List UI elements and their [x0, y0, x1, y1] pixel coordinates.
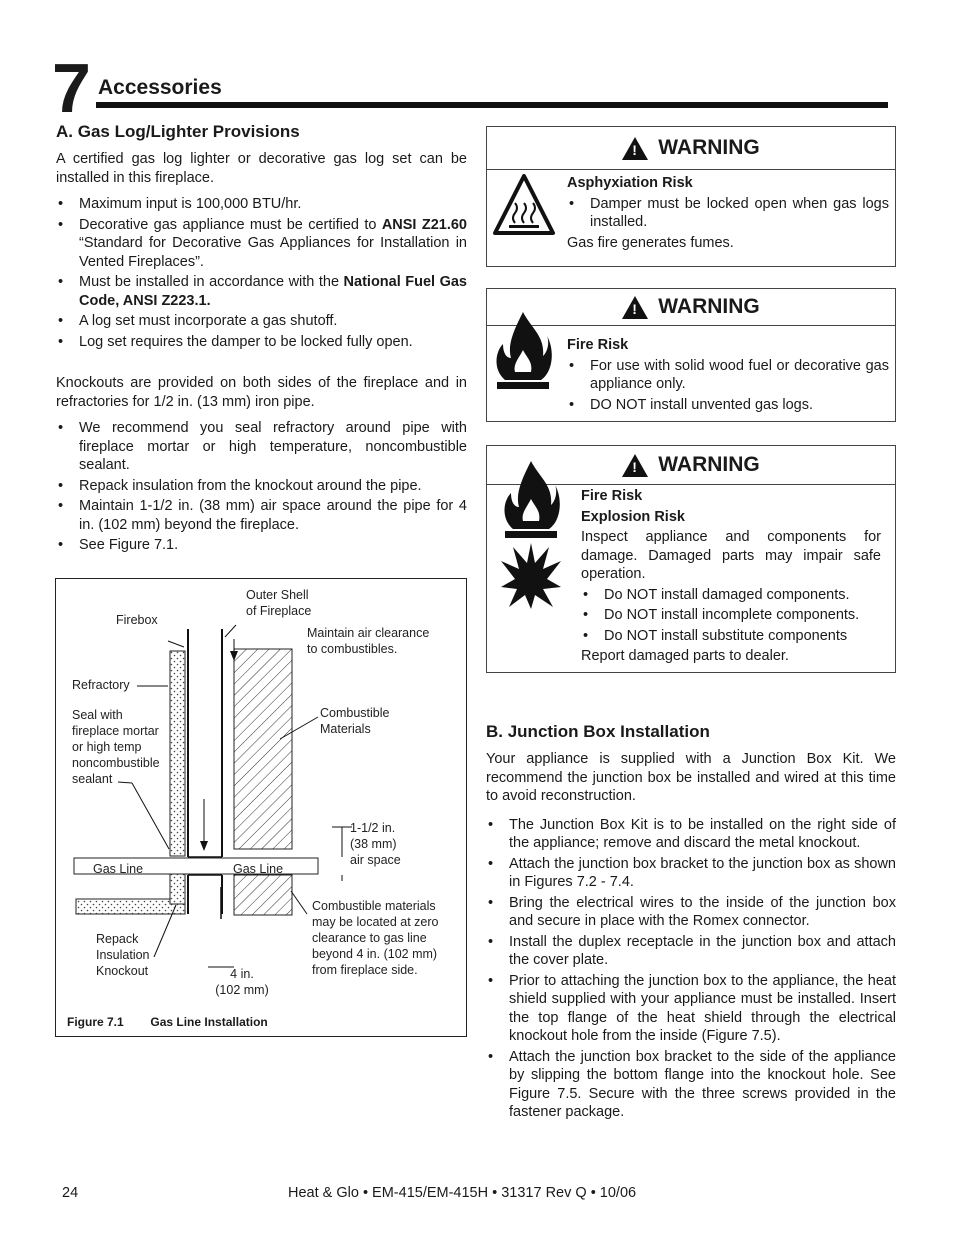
air-space-label — [350, 820, 401, 868]
label-line: Combustible materials — [312, 899, 436, 913]
list-item: • Maximum input is 100,000 BTU/hr. — [56, 195, 467, 214]
label-line: (38 mm) — [350, 837, 397, 851]
list-item: • Repack insulation from the knockout around the pipe. — [56, 477, 467, 496]
document-footer: Heat & Glo • EM-415/EM-415H • 31317 Rev Q • 10/06 — [288, 1185, 637, 1201]
risk-label: Explosion Risk — [581, 508, 685, 525]
combustible-zero-clearance-label — [312, 898, 438, 978]
label-line: beyond 4 in. (102 mm) — [312, 947, 438, 961]
figure-title: Gas Line Installation — [150, 1015, 268, 1029]
list-item: • Do NOT install substitute components — [581, 627, 881, 646]
label-line: sealant — [72, 772, 113, 786]
chapter-number: 7 — [52, 49, 89, 127]
list-item: • Decorative gas appliance must be certified to ANSI Z21.60 “Standard for Decorative Gas Appliances for Installation in Vented Fireplaces”. — [56, 216, 467, 272]
label-line: or high temp — [72, 740, 142, 754]
list-item: • Attach the junction box bracket to the side of the appliance by slipping the bottom flange into the knockout hole. See Figure 7.5. Secure with the three screws provided in the fastener package. — [486, 1048, 896, 1122]
knockouts-text: Knockouts are provided on both sides of the fireplace and in refractories for 1/2 in. (13 mm) iron pipe. — [56, 375, 467, 410]
warning-text — [567, 174, 889, 252]
warning-header — [487, 127, 895, 170]
label-line: from fireplace side. — [312, 963, 418, 977]
label-line: Insulation — [96, 948, 150, 962]
label-line: noncombustible — [72, 756, 160, 770]
seal-label — [72, 707, 160, 787]
gas-line-left-label: Gas Line — [93, 862, 144, 876]
warning-bullets — [567, 195, 889, 232]
warning-text — [581, 487, 881, 666]
combustible-label — [320, 705, 389, 737]
warning-title: WARNING — [658, 136, 760, 159]
refractory-label: Refractory — [72, 678, 130, 692]
list-item: • The Junction Box Kit is to be installed on the right side of the appliance; remove and discard the metal knockout. — [486, 816, 896, 853]
label-line: 4 in. — [230, 967, 254, 981]
figure-caption — [67, 1015, 268, 1029]
section-a-heading: A. Gas Log/Lighter Provisions — [56, 122, 300, 141]
list-item: • Log set requires the damper to be locked fully open. — [56, 333, 467, 352]
list-item: • DO NOT install unvented gas logs. — [567, 396, 889, 415]
label-line: Repack — [96, 932, 139, 946]
list-item: • Install the duplex receptacle in the junction box and attach the cover plate. — [486, 933, 896, 970]
list-item: • We recommend you seal refractory around pipe with fireplace mortar or high temperature, noncombustible sealant. — [56, 419, 467, 475]
chapter-rule — [96, 102, 888, 108]
list-item: • Maintain 1-1/2 in. (38 mm) air space around the pipe for 4 in. (102 mm) beyond the fireplace. — [56, 497, 467, 534]
section-a-bullets — [56, 195, 467, 351]
warning-note: Gas fire generates fumes. — [567, 234, 734, 251]
warning-triangle-icon: ! — [622, 137, 648, 160]
risk-label: Asphyxiation Risk — [567, 175, 693, 191]
section-b-heading: B. Junction Box Installation — [486, 722, 710, 741]
label-line: Outer Shell — [246, 588, 309, 602]
list-item: • Damper must be locked open when gas logs installed. — [567, 195, 889, 232]
label-line: air space — [350, 853, 401, 867]
label-line: to combustibles. — [307, 642, 398, 656]
list-item: • See Figure 7.1. — [56, 536, 467, 555]
four-inch-label — [214, 966, 270, 998]
section-a — [56, 122, 467, 557]
label-line: of Fireplace — [246, 604, 312, 618]
fire-icon — [493, 310, 553, 392]
section-b-bullets — [486, 816, 896, 1122]
label-line: Materials — [320, 722, 371, 736]
section-b — [486, 722, 896, 1124]
section-a-intro: A certified gas log lighter or decorative gas log set can be installed in this fireplace. — [56, 151, 467, 186]
label-line: fireplace mortar — [72, 724, 159, 738]
list-item: • Must be installed in accordance with the National Fuel Gas Code, ANSI Z223.1. — [56, 273, 467, 310]
explosion-icon — [499, 541, 563, 611]
chapter-title: Accessories — [98, 76, 222, 99]
warning-box-fire-explosion — [486, 445, 896, 673]
firebox-label: Firebox — [116, 613, 158, 627]
warning-note: Report damaged parts to dealer. — [581, 648, 789, 664]
label-line: Seal with — [72, 708, 123, 722]
figure-gas-line-installation — [55, 578, 467, 1037]
outer-shell-label — [246, 587, 311, 619]
warning-title: WARNING — [658, 453, 760, 476]
label-line: (102 mm) — [215, 983, 269, 997]
list-item: • For use with solid wood fuel or decorative gas appliance only. — [567, 357, 889, 394]
gas-line-right-label: Gas Line — [233, 862, 284, 876]
page-number: 24 — [62, 1185, 79, 1201]
label-line: 1-1/2 in. — [350, 821, 396, 835]
label-line: Maintain air clearance — [307, 626, 430, 640]
warning-box-fire — [486, 288, 896, 422]
label-line: clearance to gas line — [312, 931, 427, 945]
repack-label — [96, 931, 150, 979]
warning-triangle-icon: ! — [622, 296, 648, 319]
list-item: • Attach the junction box bracket to the junction box as shown in Figures 7.2 - 7.4. — [486, 855, 896, 892]
figure-number: Figure 7.1 — [67, 1015, 124, 1029]
warning-text — [567, 336, 889, 416]
label-line: Combustible — [320, 706, 390, 720]
warning-intro-text: Inspect appliance and components for damage. Damaged parts may impair safe operation. — [581, 529, 881, 582]
list-item: • Bring the electrical wires to the inside of the junction box and secure in place with the Romex connector. — [486, 894, 896, 931]
warning-triangle-icon: ! — [622, 454, 648, 477]
label-line: may be located at zero — [312, 915, 439, 929]
warning-intro — [581, 528, 881, 584]
warning-title: WARNING — [658, 295, 760, 318]
section-b-intro: Your appliance is supplied with a Junction Box Kit. We recommend the junction box be installed and wired at this time to avoid reconstruction. — [486, 751, 896, 804]
risk-label: Fire Risk — [567, 337, 629, 353]
warning-box-asphyxiation — [486, 126, 896, 267]
section-a-bullets-2 — [56, 419, 467, 555]
list-item: • Prior to attaching the junction box to the appliance, the heat shield supplied with your appliance must be installed. Insert the top flange of the heat shield through the electrical knockout hole from the inside (Figure 7.5). — [486, 972, 896, 1046]
warning-bullets — [567, 357, 889, 415]
list-item: • A log set must incorporate a gas shutoff. — [56, 312, 467, 331]
hot-surface-icon — [493, 173, 555, 239]
fire-icon — [501, 459, 565, 539]
warning-bullets — [581, 586, 881, 646]
label-line: Knockout — [96, 964, 149, 978]
maintain-label — [307, 625, 429, 657]
list-item: • Do NOT install damaged components. — [581, 586, 881, 605]
risk-label: Fire Risk — [581, 488, 643, 504]
list-item: • Do NOT install incomplete components. — [581, 606, 881, 625]
